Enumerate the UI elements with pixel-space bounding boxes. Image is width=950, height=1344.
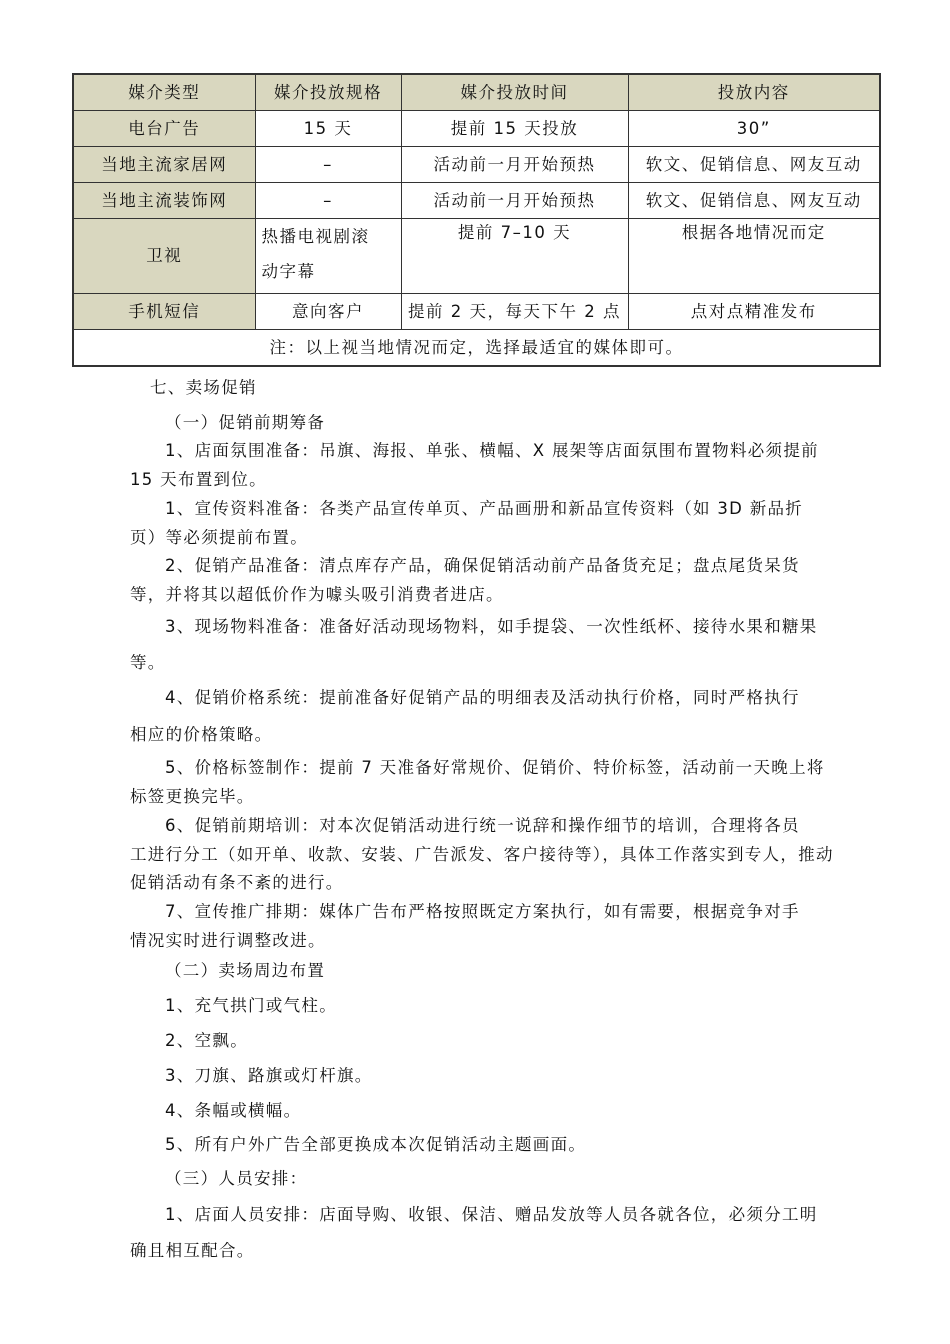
subsection-title: （三）人员安排： [165, 1169, 308, 1188]
table-cell: – [255, 183, 401, 219]
paragraph-line: 工进行分工（如开单、收款、安装、广告派发、客户接待等），具体工作落实到专人，推动 [130, 845, 834, 864]
table-row [73, 294, 880, 330]
table-cell: 提前 15 天投放 [401, 111, 628, 147]
table-header-row [73, 74, 880, 111]
paragraph-line: 7、宣传推广排期：媒体广告布严格按照既定方案执行，如有需要，根据竞争对手 [165, 902, 800, 921]
list-item: 3、刀旗、路旗或灯杆旗。 [165, 1066, 373, 1085]
table-cell: 根据各地情况而定 [628, 219, 880, 294]
table-row [73, 111, 880, 147]
table-row [73, 183, 880, 219]
table-cell [255, 219, 401, 294]
header-cell: 媒介投放规格 [255, 74, 401, 111]
table-cell: 电台广告 [73, 111, 255, 147]
table-cell: 提前 7–10 天 [401, 219, 628, 294]
header-cell: 媒介投放时间 [401, 74, 628, 111]
table-cell: 意向客户 [255, 294, 401, 330]
table-cell: 软文、促销信息、网友互动 [628, 147, 880, 183]
paragraph-line: 2、促销产品准备：清点库存产品，确保促销活动前产品备货充足；盘点尾货呆货 [165, 556, 800, 575]
table-cell: 15 天 [255, 111, 401, 147]
list-item: 2、空飘。 [165, 1031, 248, 1050]
table-cell: 当地主流家居网 [73, 147, 255, 183]
media-table [72, 73, 881, 367]
table-cell: 手机短信 [73, 294, 255, 330]
paragraph-line: 相应的价格策略。 [130, 725, 273, 744]
table-row [73, 219, 880, 294]
table-cell: – [255, 147, 401, 183]
paragraph-line: 4、促销价格系统：提前准备好促销产品的明细表及活动执行价格，同时严格执行 [165, 688, 800, 707]
paragraph-line: 确且相互配合。 [130, 1241, 255, 1260]
table-cell: 活动前一月开始预热 [401, 183, 628, 219]
paragraph-line: 等，并将其以超低价作为噱头吸引消费者进店。 [130, 585, 504, 604]
table-row [73, 147, 880, 183]
paragraph-line: 情况实时进行调整改进。 [130, 931, 326, 950]
header-cell: 媒介类型 [73, 74, 255, 111]
table-cell: 当地主流装饰网 [73, 183, 255, 219]
list-item: 4、条幅或横幅。 [165, 1101, 302, 1120]
table-note: 注：以上视当地情况而定，选择最适宜的媒体即可。 [73, 330, 880, 367]
paragraph-line: 15 天布置到位。 [130, 470, 267, 489]
section-title: 七、卖场促销 [150, 378, 257, 397]
paragraph-line: 5、价格标签制作：提前 7 天准备好常规价、促销价、特价标签，活动前一天晚上将 [165, 758, 825, 777]
paragraph-line: 6、促销前期培训：对本次促销活动进行统一说辞和操作细节的培训，合理将各员 [165, 816, 800, 835]
table-cell: 30” [628, 111, 880, 147]
table-note-row [73, 330, 880, 367]
cell-line: 热播电视剧滚 [261, 227, 370, 246]
cell-line: 动字幕 [261, 262, 316, 281]
paragraph-line: 1、店面人员安排：店面导购、收银、保洁、赠品发放等人员各就各位，必须分工明 [165, 1205, 818, 1224]
subsection-title: （一）促销前期筹备 [165, 413, 326, 432]
list-item: 1、充气拱门或气柱。 [165, 996, 337, 1015]
list-item: 5、所有户外广告全部更换成本次促销活动主题画面。 [165, 1135, 587, 1154]
paragraph-line: 1、宣传资料准备：各类产品宣传单页、产品画册和新品宣传资料（如 3D 新品折 [165, 499, 804, 518]
subsection-title: （二）卖场周边布置 [165, 961, 326, 980]
paragraph-line: 等。 [130, 653, 166, 672]
paragraph-line: 页）等必须提前布置。 [130, 528, 308, 547]
table-cell: 点对点精准发布 [628, 294, 880, 330]
table-cell: 软文、促销信息、网友互动 [628, 183, 880, 219]
paragraph-line: 3、现场物料准备：准备好活动现场物料，如手提袋、一次性纸杯、接待水果和糖果 [165, 617, 818, 636]
table-cell: 提前 2 天，每天下午 2 点 [401, 294, 628, 330]
table-cell: 活动前一月开始预热 [401, 147, 628, 183]
paragraph-line: 1、店面氛围准备：吊旗、海报、单张、横幅、X 展架等店面氛围布置物料必须提前 [165, 441, 819, 460]
header-cell: 投放内容 [628, 74, 880, 111]
paragraph-line: 促销活动有条不紊的进行。 [130, 873, 344, 892]
table-cell: 卫视 [73, 219, 255, 294]
paragraph-line: 标签更换完毕。 [130, 787, 255, 806]
